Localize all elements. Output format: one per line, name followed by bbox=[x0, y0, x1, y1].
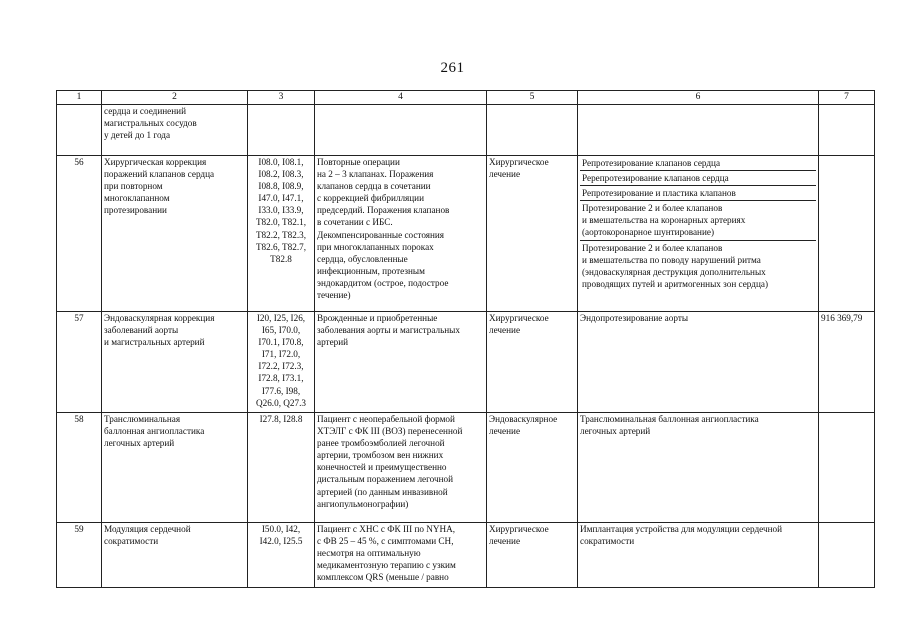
table-row bbox=[57, 523, 875, 588]
patient-model-cell bbox=[315, 523, 487, 588]
name-cell bbox=[102, 413, 248, 523]
name-line: заболеваний аорты bbox=[104, 325, 179, 336]
procedure-item bbox=[580, 186, 816, 201]
procedure-line: сократимости bbox=[580, 536, 635, 547]
patient-line: ранее тромбоэмболией легочной bbox=[317, 438, 445, 449]
procedure-item bbox=[580, 201, 816, 240]
patient-line: при многоклапанных пороках bbox=[317, 241, 434, 252]
code-line: I27.8, I28.8 bbox=[259, 414, 303, 424]
code-line: I77.6, I98, bbox=[261, 385, 301, 396]
patient-line: инфекционным, протезным bbox=[317, 265, 425, 276]
procedure-line: Репротезирование клапанов сердца bbox=[582, 158, 721, 168]
procedures-cell bbox=[578, 105, 819, 156]
code-line: I08.0, I08.1, bbox=[258, 157, 304, 167]
patient-line: клапанов сердца в сочетании bbox=[317, 181, 431, 192]
name-line: при повторном bbox=[104, 181, 163, 192]
code-line: I65, I70.0, bbox=[261, 325, 301, 336]
treatment-line: Хирургическое bbox=[489, 313, 549, 323]
name-line: сократимости bbox=[104, 536, 159, 547]
table-row bbox=[57, 312, 875, 413]
patient-line: ХТЭЛГ с ФК III (ВОЗ) перенесенной bbox=[317, 426, 463, 437]
price-cell bbox=[819, 156, 875, 312]
procedure-line: Ререпротезирование клапанов сердца bbox=[582, 173, 729, 184]
procedures-cell bbox=[578, 312, 819, 413]
patient-model-cell bbox=[315, 105, 487, 156]
row-number: 56 bbox=[57, 156, 102, 312]
procedures-cell bbox=[578, 413, 819, 523]
name-line: и магистральных артерий bbox=[104, 337, 205, 348]
column-number: 4 bbox=[315, 91, 487, 105]
name-cell bbox=[102, 523, 248, 588]
column-number: 6 bbox=[578, 91, 819, 105]
patient-line: Повторные операции bbox=[317, 157, 400, 167]
code-line: I72.8, I73.1, bbox=[258, 373, 304, 384]
treatment-line: лечение bbox=[489, 325, 521, 336]
codes-cell bbox=[248, 156, 315, 312]
price-cell bbox=[819, 105, 875, 156]
patient-line: артерий bbox=[317, 337, 349, 348]
procedure-line: (эндоваскулярная деструкция дополнительных bbox=[582, 266, 766, 277]
name-line: баллонная ангиопластика bbox=[104, 426, 205, 437]
patient-line: Врожденные и приобретенные bbox=[317, 313, 438, 323]
patient-line: эндокардитом (острое, подострое bbox=[317, 277, 449, 288]
column-number-row bbox=[57, 91, 875, 105]
patient-line: конечностей и преимущественно bbox=[317, 462, 447, 473]
column-number: 1 bbox=[57, 91, 102, 105]
column-number: 2 bbox=[102, 91, 248, 105]
procedure-line: Протезирование 2 и более клапанов bbox=[582, 203, 723, 214]
name-line: Хирургическая коррекция bbox=[104, 157, 207, 167]
codes-cell bbox=[248, 312, 315, 413]
name-line: поражений клапанов сердца bbox=[104, 169, 215, 180]
patient-line: в сочетании с ИБС. bbox=[317, 217, 393, 228]
name-line: протезировании bbox=[104, 205, 167, 216]
procedure-line: Имплантация устройства для модуляции сердечной bbox=[580, 524, 783, 534]
patient-model-cell bbox=[315, 413, 487, 523]
treatment-line: лечение bbox=[489, 169, 521, 180]
patient-line: Пациент с неоперабельной формой bbox=[317, 414, 455, 424]
treatment-type-cell bbox=[487, 523, 578, 588]
patient-line: Пациент с ХНС с ФК III по NYHA, bbox=[317, 524, 456, 534]
code-line: I70.1, I70.8, bbox=[258, 337, 304, 348]
column-number: 3 bbox=[248, 91, 315, 105]
patient-model-cell bbox=[315, 156, 487, 312]
price-cell bbox=[819, 413, 875, 523]
name-line: Транслюминальная bbox=[104, 414, 181, 424]
code-line: I42.0, I25.5 bbox=[259, 536, 303, 547]
price-cell: 916 369,79 bbox=[819, 312, 875, 413]
name-line: легочных артерий bbox=[104, 438, 175, 449]
patient-line: дистальным поражением легочной bbox=[317, 474, 454, 485]
name-line: у детей до 1 года bbox=[104, 130, 171, 141]
table-row-continuation bbox=[57, 105, 875, 156]
code-line: I72.2, I72.3, bbox=[258, 361, 304, 372]
table-row bbox=[57, 413, 875, 523]
procedure-line: легочных артерий bbox=[580, 426, 651, 437]
name-cell bbox=[102, 312, 248, 413]
treatment-type-cell bbox=[487, 413, 578, 523]
name-cell bbox=[102, 156, 248, 312]
patient-line: заболевания аорты и магистральных bbox=[317, 325, 460, 336]
code-line: T82.0, T82.1, bbox=[255, 217, 307, 228]
code-line: I50.0, I42, bbox=[261, 524, 301, 534]
procedure-line: и вмешательства на коронарных артериях bbox=[582, 215, 746, 226]
row-number: 59 bbox=[57, 523, 102, 588]
patient-line: предсердий. Поражения клапанов bbox=[317, 205, 450, 216]
patient-line: ангиопульмонографии) bbox=[317, 498, 409, 509]
code-line: I20, I25, I26, bbox=[256, 313, 306, 323]
patient-line: Декомпенсированные состояния bbox=[317, 229, 445, 240]
name-line: магистральных сосудов bbox=[104, 118, 197, 129]
code-line: T82.2, T82.3, bbox=[255, 229, 307, 240]
row-number: 58 bbox=[57, 413, 102, 523]
treatment-line: Хирургическое bbox=[489, 524, 549, 534]
patient-line: течение) bbox=[317, 290, 351, 301]
procedures-cell bbox=[578, 523, 819, 588]
patient-line: артерией (по данным инвазивной bbox=[317, 486, 448, 497]
services-table bbox=[56, 90, 875, 588]
row-number-cell bbox=[57, 105, 102, 156]
treatment-line: Хирургическое bbox=[489, 157, 549, 167]
page-number: 261 bbox=[440, 60, 465, 76]
codes-cell bbox=[248, 413, 315, 523]
treatment-type-cell bbox=[487, 156, 578, 312]
code-line: I08.8, I08.9, bbox=[258, 181, 304, 192]
procedure-line: проводящих путей и аритмогенных зон сердца) bbox=[582, 278, 769, 289]
procedure-line: Репротезирование и пластика клапанов bbox=[582, 188, 736, 199]
code-line: I08.2, I08.3, bbox=[258, 169, 304, 180]
procedure-item bbox=[580, 171, 816, 186]
patient-line: с ФВ 25 – 45 %, с симптомами СН, bbox=[317, 536, 454, 547]
treatment-line: Эндоваскулярное bbox=[489, 414, 558, 424]
name-line: Эндоваскулярная коррекция bbox=[104, 313, 215, 323]
name-line: сердца и соединений bbox=[104, 106, 186, 116]
row-number: 57 bbox=[57, 312, 102, 413]
code-line: I33.0, I33.9, bbox=[258, 205, 304, 216]
patient-line: артерии, тромбозом вен нижних bbox=[317, 450, 444, 461]
name-line: многоклапанном bbox=[104, 193, 170, 204]
patient-line: с коррекцией фибрилляции bbox=[317, 193, 425, 204]
patient-line: на 2 – 3 клапанах. Поражения bbox=[317, 169, 434, 180]
codes-cell bbox=[248, 105, 315, 156]
patient-model-cell bbox=[315, 312, 487, 413]
procedure-line: Протезирование 2 и более клапанов bbox=[582, 242, 723, 253]
code-line: I47.0, I47.1, bbox=[258, 193, 304, 204]
column-number: 7 bbox=[819, 91, 875, 105]
price-cell bbox=[819, 523, 875, 588]
codes-cell bbox=[248, 523, 315, 588]
treatment-type-cell bbox=[487, 312, 578, 413]
name-line: Модуляция сердечной bbox=[104, 524, 191, 534]
code-line: T82.8 bbox=[270, 253, 292, 264]
procedure-item bbox=[580, 241, 816, 291]
name-cell bbox=[102, 105, 248, 156]
procedure-line: и вмешательства по поводу нарушений ритма bbox=[582, 254, 761, 265]
code-line: T82.6, T82.7, bbox=[255, 241, 307, 252]
procedure-line: Эндопротезирование аорты bbox=[580, 313, 689, 323]
patient-line: медикаментозную терапию с узким bbox=[317, 560, 456, 571]
patient-line: сердца, обусловленные bbox=[317, 253, 408, 264]
patient-line: комплексом QRS (меньше / равно bbox=[317, 572, 449, 583]
treatment-type-cell bbox=[487, 105, 578, 156]
procedures-cell bbox=[578, 156, 819, 312]
code-line: Q26.0, Q27.3 bbox=[255, 397, 307, 408]
code-line: I71, I72.0, bbox=[261, 349, 301, 360]
treatment-line: лечение bbox=[489, 536, 521, 547]
table-row bbox=[57, 156, 875, 312]
procedure-item bbox=[580, 156, 816, 171]
patient-line: несмотря на оптимальную bbox=[317, 548, 421, 559]
treatment-line: лечение bbox=[489, 426, 521, 437]
column-number: 5 bbox=[487, 91, 578, 105]
procedure-line: Транслюминальная баллонная ангиопластика bbox=[580, 414, 759, 424]
procedure-line: (аортокоронарное шунтирование) bbox=[582, 227, 715, 238]
